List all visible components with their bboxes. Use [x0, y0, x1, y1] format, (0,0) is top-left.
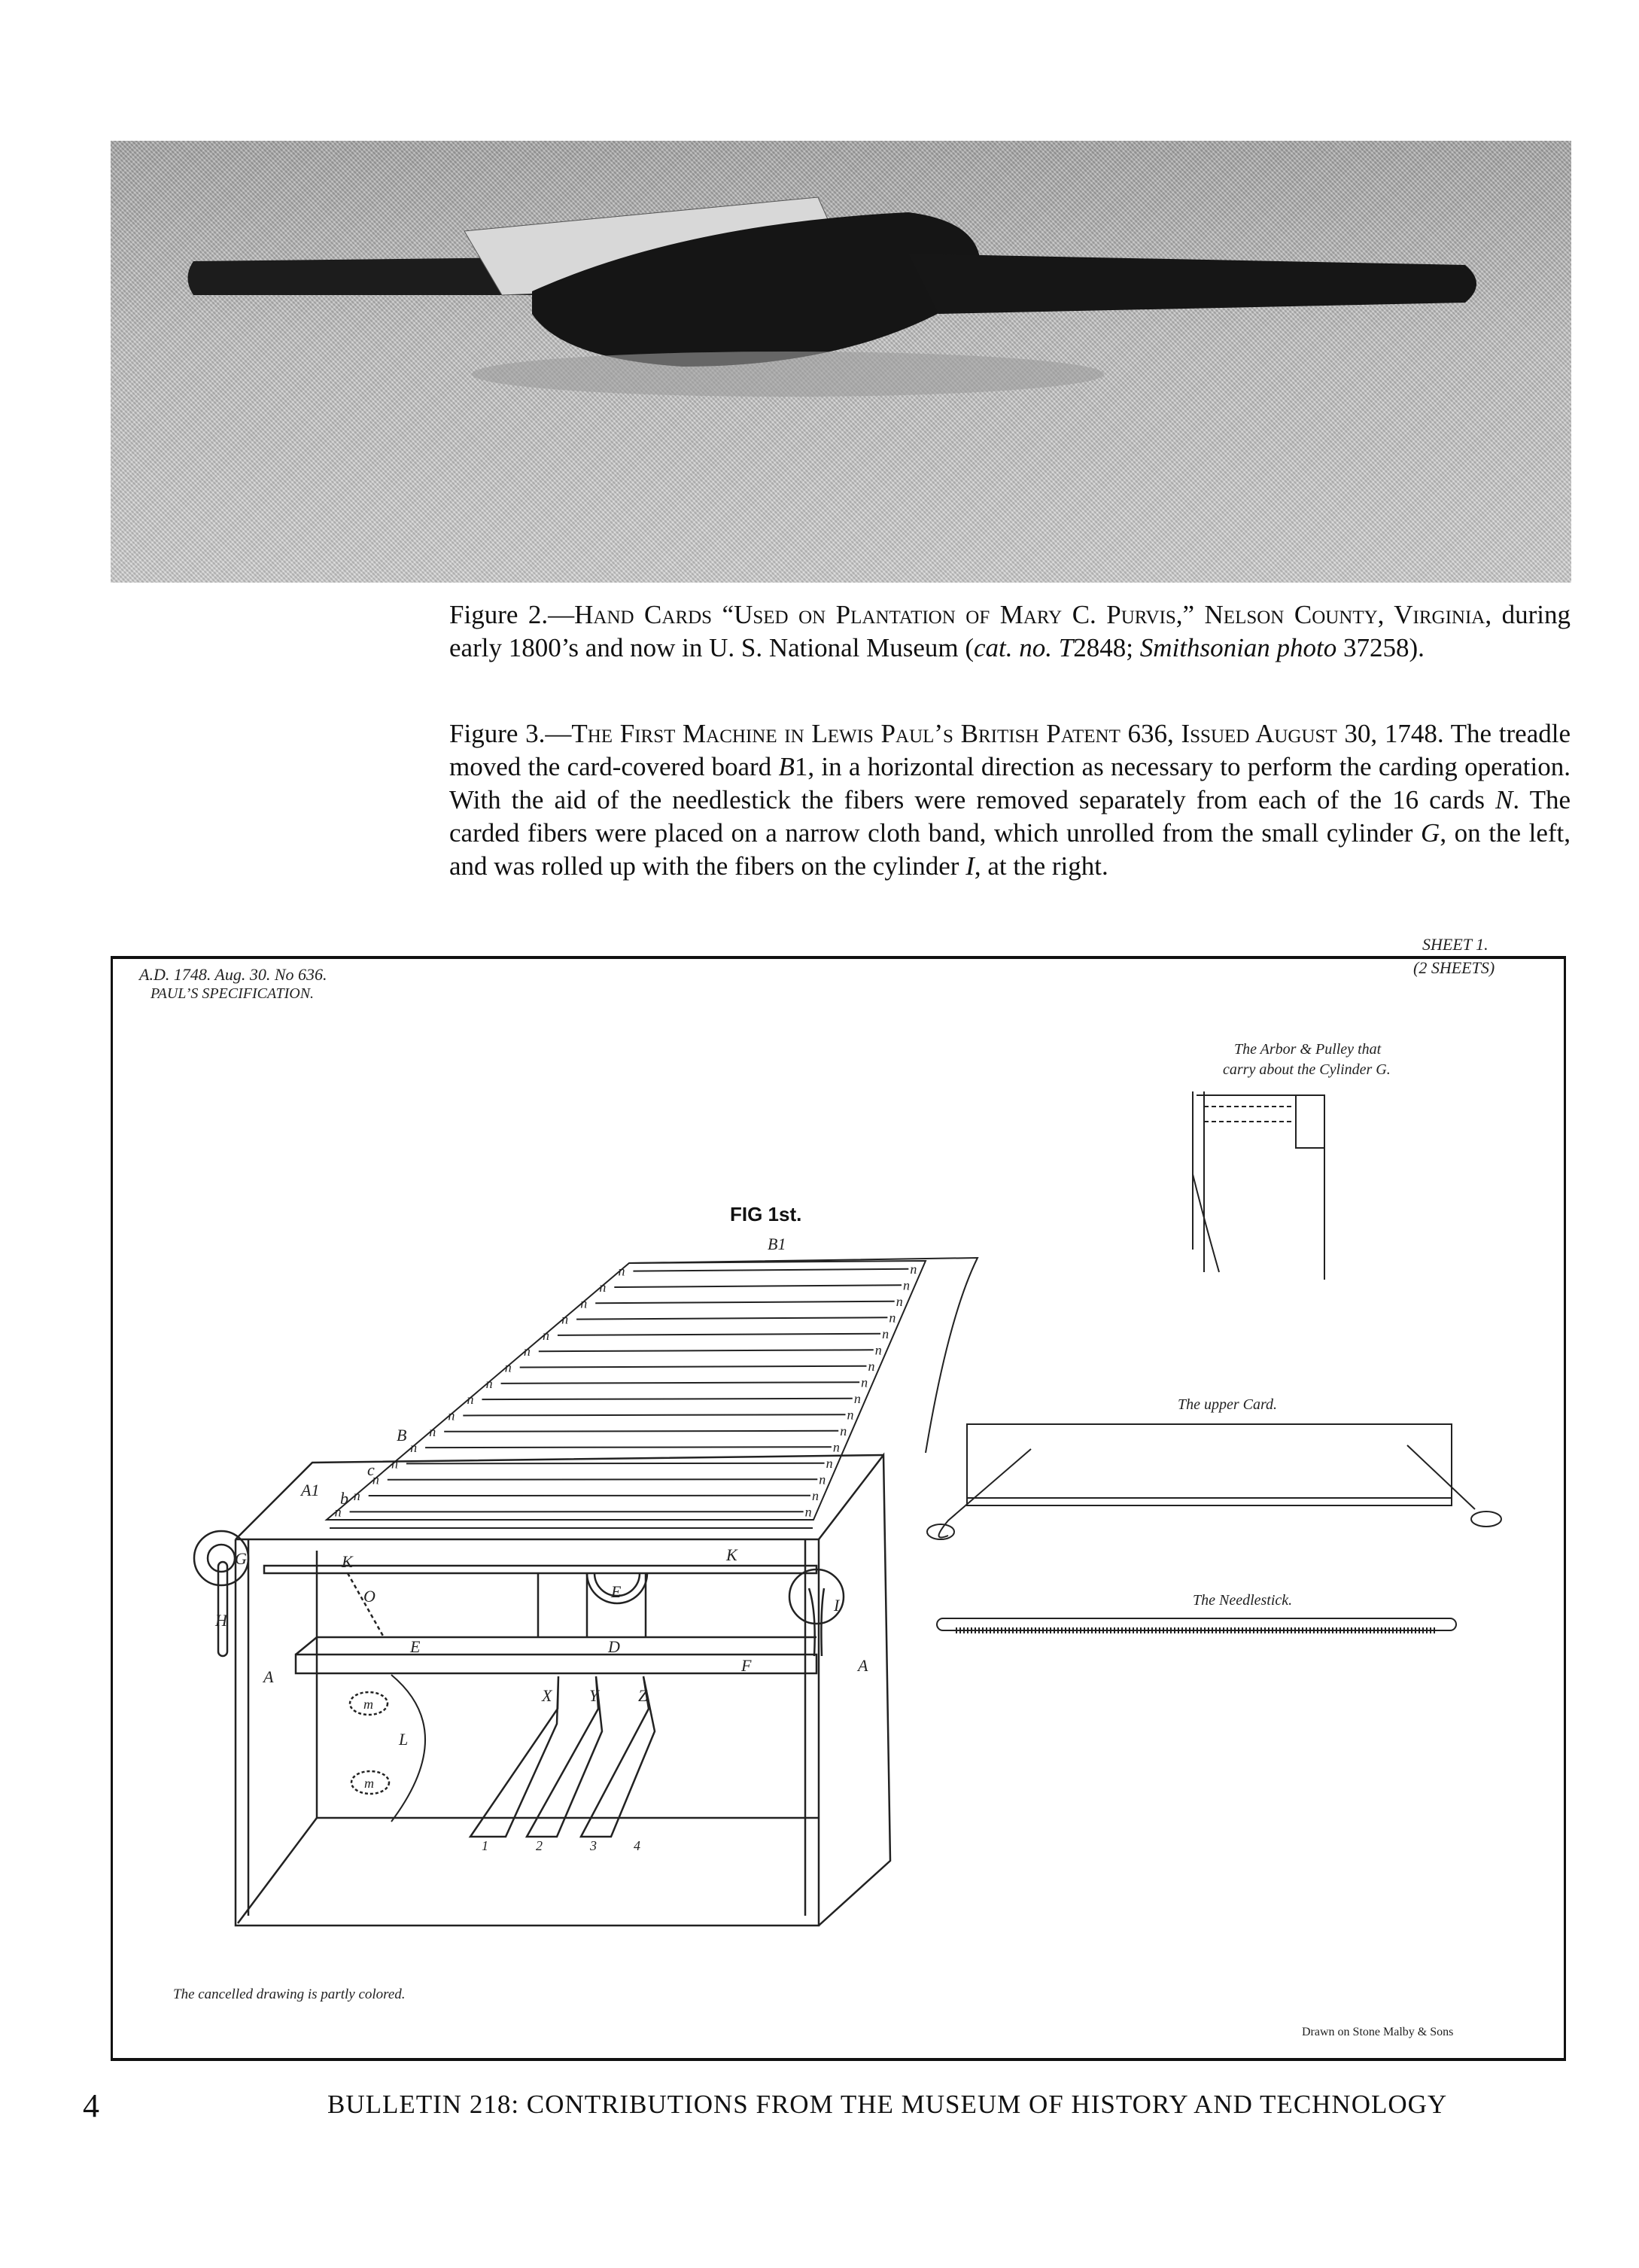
label-d: D [608, 1637, 620, 1656]
card-label-right: n [874, 1342, 882, 1358]
label-a-left: A [263, 1667, 274, 1686]
ref-b: B [778, 752, 795, 781]
card-label-right: n [811, 1487, 819, 1503]
card-label-left: n [618, 1263, 625, 1279]
label-b: B [397, 1426, 407, 1445]
upper-card-drawing [927, 1424, 1501, 1539]
ref-b-num: 1 [794, 752, 808, 781]
lithographer-credit: Drawn on Stone Malby & Sons [1302, 2026, 1454, 2038]
label-treadle-1: 1 [482, 1838, 488, 1853]
label-m-lower: m [364, 1776, 374, 1791]
page-number: 4 [83, 2087, 99, 2124]
caption-text: , at the right. [974, 851, 1108, 881]
label-g: G [235, 1549, 247, 1568]
card-label-left: n [523, 1344, 531, 1359]
label-treadle-2: 2 [536, 1838, 543, 1853]
card-label-right: n [903, 1277, 911, 1293]
card-label-left: n [448, 1408, 455, 1423]
label-i: I [834, 1596, 840, 1615]
label-m-upper: m [363, 1697, 373, 1712]
card-strip [576, 1317, 887, 1319]
patent-header-date: A.D. 1748. Aug. 30. No 636. [139, 965, 327, 984]
label-e: E [410, 1637, 421, 1656]
label-small-b: b [340, 1489, 348, 1508]
card-label-left: n [542, 1327, 549, 1343]
card-label-left: n [467, 1392, 474, 1408]
card-label-right: n [832, 1439, 840, 1455]
card-strip [539, 1350, 874, 1351]
label-o: O [363, 1587, 376, 1606]
card-label-right: n [910, 1261, 917, 1277]
label-f: F [741, 1656, 752, 1675]
caption-label: Figure 2.— [449, 600, 575, 629]
label-z: Z [638, 1686, 648, 1705]
caption-title: Hand Cards “Used on Plantation of Mary C. Purvis,” Nelson County, Virginia, [574, 600, 1492, 629]
catalog-number: 2848; [1073, 633, 1140, 662]
card-strip [633, 1269, 908, 1271]
card-label-right: n [882, 1326, 889, 1341]
card-strip [558, 1334, 880, 1335]
card-label-right: n [868, 1358, 875, 1374]
ref-n: N [1495, 785, 1513, 814]
card-strip [595, 1301, 895, 1304]
card-label-right: n [853, 1390, 861, 1406]
photo-number: 37258). [1336, 633, 1425, 662]
label-c: c [367, 1460, 375, 1479]
caption-text: The treadle moved the card-covered board [449, 719, 1571, 781]
label-a-right: A [858, 1656, 868, 1675]
caption-text: . The carded fibers were placed on a narrow cloth band, which unrolled from the small cylinder [449, 785, 1571, 848]
sheet-number: SHEET 1. [1422, 935, 1488, 954]
card-label-left: n [580, 1295, 588, 1311]
label-x: X [542, 1686, 552, 1705]
sheets-total: (2 SHEETS) [1413, 958, 1495, 977]
card-label-right: n [861, 1374, 868, 1390]
card-strip [501, 1382, 860, 1384]
card-label-left: n [429, 1423, 436, 1439]
figure-title: FIG 1st. [730, 1203, 802, 1225]
caption-label: Figure 3.— [449, 719, 572, 748]
card-label-left: n [410, 1440, 418, 1456]
upper-card-caption: The upper Card. [1178, 1396, 1278, 1413]
card-label-right: n [840, 1423, 847, 1438]
card-label-right: n [826, 1455, 833, 1471]
label-k-right: K [726, 1545, 737, 1564]
card-label-left: n [485, 1375, 493, 1391]
label-treadle-3: 3 [590, 1838, 597, 1853]
caption-text: , on the left, and was rolled up with the fibers on the cylinder [449, 818, 1571, 881]
cancelled-drawing-note: The cancelled drawing is partly colored. [173, 1986, 406, 2002]
card-label-left: n [334, 1504, 342, 1520]
card-label-left: n [353, 1488, 360, 1504]
label-l: L [399, 1730, 409, 1749]
patent-header-title: PAUL’S SPECIFICATION. [151, 985, 315, 1002]
label-treadle-4: 4 [634, 1838, 640, 1853]
card-label-right: n [889, 1310, 896, 1326]
card-label-right: n [819, 1472, 826, 1487]
label-b1: B1 [768, 1234, 786, 1253]
card-label-left: n [504, 1359, 512, 1375]
photo-ref: Smithsonian photo [1139, 633, 1337, 662]
ref-i: I [965, 851, 975, 881]
card-label-right: n [804, 1504, 812, 1520]
card-strip [463, 1414, 845, 1415]
needlestick-caption: The Needlestick. [1193, 1592, 1293, 1609]
caption-title: The First Machine in Lewis Paul’s British Patent 636, Issued August 30, 1748. [571, 719, 1444, 748]
label-y: Y [589, 1686, 599, 1705]
arbor-caption-line2: carry about the Cylinder G. [1223, 1061, 1391, 1078]
card-label-left: n [599, 1279, 607, 1295]
arbor-caption-line1: The Arbor & Pulley that [1234, 1041, 1382, 1058]
card-strip [520, 1366, 867, 1368]
running-footer: BULLETIN 218: CONTRIBUTIONS FROM THE MUSEUM OF HISTORY AND TECHNOLOGY [327, 2090, 1448, 2119]
card-strip [444, 1431, 838, 1432]
card-label-right: n [847, 1407, 854, 1423]
ref-g: G [1421, 818, 1440, 848]
label-e-pulley: E [611, 1582, 622, 1601]
card-label-left: n [561, 1311, 569, 1327]
needlestick-drawing [937, 1618, 1456, 1630]
label-a1: A1 [301, 1481, 320, 1499]
card-strip [614, 1285, 902, 1287]
label-k-left: K [342, 1552, 353, 1571]
card-label-right: n [896, 1293, 903, 1309]
card-label-left: n [391, 1456, 398, 1472]
arbor-pulley-drawing [1193, 1091, 1324, 1280]
caption-text: during early 1800’s and now in U. S. National Museum ( [449, 600, 1571, 662]
catalog-ref: cat. no. T [974, 633, 1074, 662]
card-label-left: n [372, 1472, 379, 1487]
carding-machine-drawing [194, 1258, 978, 1926]
label-h: H [215, 1611, 227, 1630]
card-strip [425, 1447, 832, 1448]
caption-text: , in a horizontal direction as necessary to perform the carding operation. With the aid of the needlestick the fibers were removed separately from each of the 16 cards [449, 752, 1571, 814]
card-strip [406, 1463, 825, 1464]
